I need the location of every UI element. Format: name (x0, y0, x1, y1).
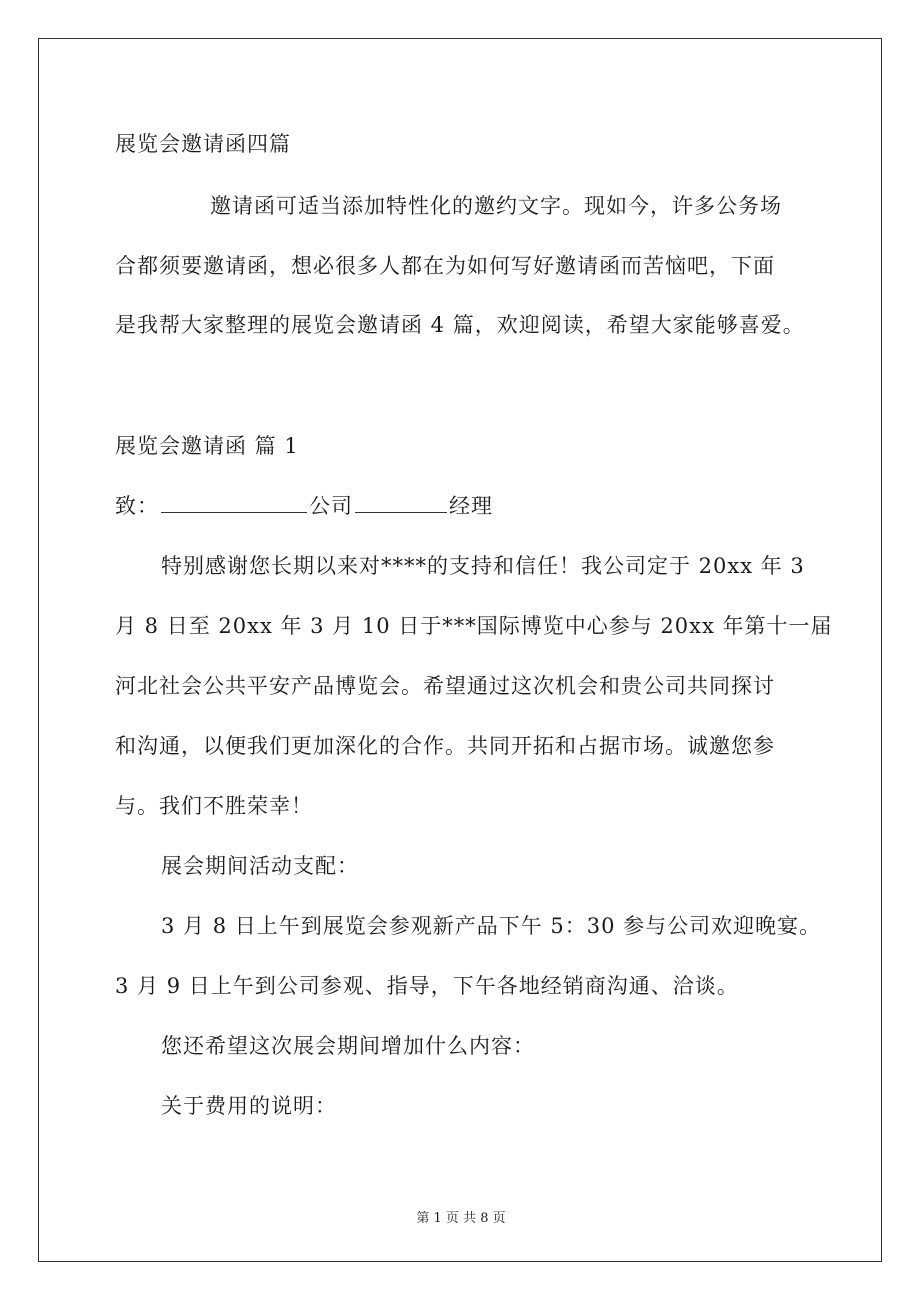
salutation-company: 公司 (309, 494, 353, 518)
page-frame (38, 38, 882, 1262)
question-line: 您还希望这次展会期间增加什么内容： (161, 1034, 535, 1058)
page-footer: 第 1 页 共 8 页 (416, 1211, 506, 1226)
body-line-3: 河北社会公共平安产品博览会。希望通过这次机会和贵公司共同探讨 (115, 674, 775, 698)
schedule-item-1: 3 月 8 日上午到展览会参观新产品下午 5：30 参与公司欢迎晚宴。 (161, 914, 822, 938)
manager-name-blank (355, 492, 447, 513)
intro-line-2: 合都须要邀请函，想必很多人都在为如何写好邀请函而苦恼吧，下面 (115, 254, 775, 278)
body-line-1: 特别感谢您长期以来对****的支持和信任！我公司定于 20xx 年 3 (161, 554, 805, 578)
salutation-prefix: 致： (115, 494, 159, 518)
schedule-heading: 展会期间活动支配： (161, 854, 359, 878)
body-line-2: 月 8 日至 20xx 年 3 月 10 日于***国际博览中心参与 20xx 年第十一届 (115, 614, 833, 638)
body-line-4: 和沟通，以便我们更加深化的合作。共同开拓和占据市场。诚邀您参 (115, 734, 775, 758)
salutation-line (115, 491, 493, 521)
section-heading: 展览会邀请函 篇 1 (115, 434, 299, 458)
schedule-item-2: 3 月 9 日上午到公司参观、指导，下午各地经销商沟通、洽谈。 (115, 974, 739, 998)
company-name-blank (161, 492, 307, 513)
document-title: 展览会邀请函四篇 (115, 132, 291, 156)
intro-line-1: 邀请函可适当添加特性化的邀约文字。现如今，许多公务场 (210, 194, 782, 218)
fees-line: 关于费用的说明： (161, 1094, 337, 1118)
body-line-5: 与。我们不胜荣幸！ (115, 794, 313, 818)
intro-line-3: 是我帮大家整理的展览会邀请函 4 篇，欢迎阅读，希望大家能够喜爱。 (115, 313, 805, 337)
salutation-manager: 经理 (449, 494, 493, 518)
